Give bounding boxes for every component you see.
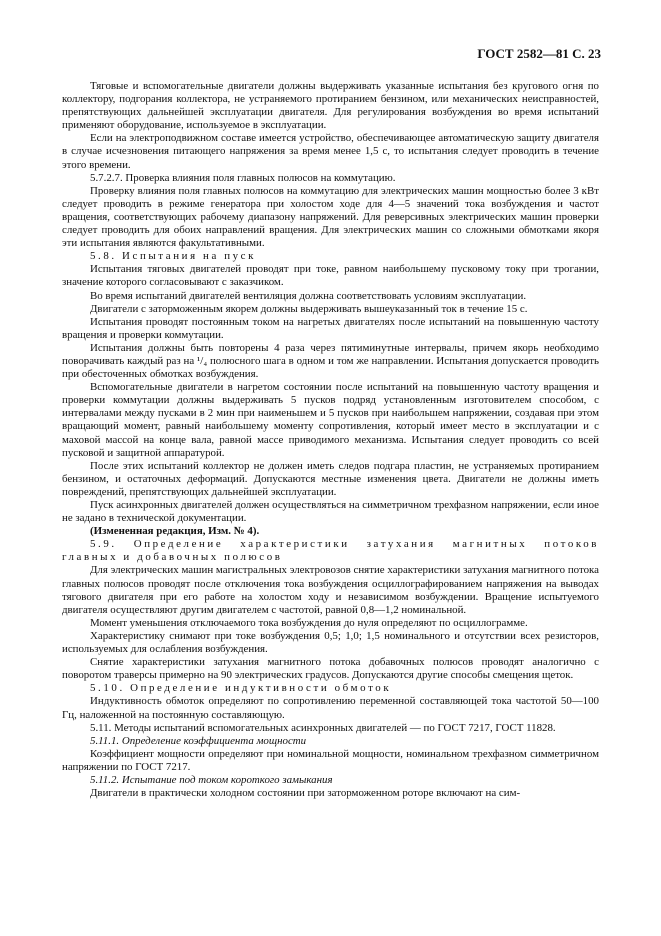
paragraph: Момент уменьшения отключаемого тока возбуждения до нуля определяют по осциллограмме. [90, 616, 528, 629]
section-heading: 5.8. Испытания на пуск [90, 250, 256, 263]
paragraph: Во время испытаний двигателей вентиляция должна соответствовать условиям эксплуатации. [90, 289, 527, 302]
amendment-note: (Измененная редакция, Изм. № 4). [90, 525, 260, 538]
paragraph: Для электрических машин магистральных электровозов снятие характеристики затухания магнитного потока главных полюсов проводят после отключения тока возбуждения осциллографированием напряжения на выводах тягового двигателя при его работе на холостом ходу и независимом возбуждении. Вращение испытуемого двигателя осуществляют другим двигателем с частотой, равной 0,8—1,2 номинальной. [62, 564, 599, 616]
paragraph: Если на электроподвижном составе имеется устройство, обеспечивающее автоматическую защиту двигателя в случае исчезновения питающего напряжения за время менее 1,5 с, то испытания следует проводить в течение этого времени. [62, 132, 599, 171]
subsection-heading: 5.11.2. Испытание под током короткого замыкания [90, 773, 333, 786]
paragraph: Пуск асинхронных двигателей должен осуществляться на симметричном трехфазном напряжении, если иное не задано в технической документации. [62, 499, 599, 525]
subsection-heading: 5.11.1. Определение коэффициента мощности [90, 734, 307, 747]
paragraph: Двигатели в практически холодном состоянии при заторможенном роторе включают на сим- [90, 787, 521, 800]
paragraph: Испытания должны быть повторены 4 раза через пятиминутные интервалы, причем якорь необходимо поворачивать каждый раз на ¹/₄ полюсного шага в одном и том же направлении. Испытания допускается проводить при обесточенных обмотках возбуждения. [62, 341, 599, 381]
paragraph: Тяговые и вспомогательные двигатели должны выдерживать указанные испытания без кругового огня по коллектору, подгорания коллектора, не устраняемого протиранием бензином, или механических неисправностей, препятствующих дальнейшей эксплуатации двигателя. Для регулирования возбуждения во время испытаний применяют оборудование, используемое в эксплуатации. [62, 80, 599, 132]
section-heading: 5.10. Определение индуктивности обмоток [90, 682, 392, 695]
section-heading: 5.7.2.7. Проверка влияния поля главных полюсов на коммутацию. [90, 171, 396, 184]
page-body [62, 80, 599, 800]
page-header: ГОСТ 2582—81 С. 23 [477, 46, 601, 61]
paragraph: Характеристику снимают при токе возбуждения 0,5; 1,0; 1,5 номинального и отсутствии всех резисторов, используемых для ослабления возбуждения. [62, 629, 599, 656]
paragraph: Проверку влияния поля главных полюсов на коммутацию для электрических машин мощностью более 3 кВт следует проводить в режиме генератора при холостом ходе для 4—5 значений тока возбуждения и частот вращения, соответствующих рабочему диапазону напряжений. Для реверсивных электрических машин проверки следует проводить для обоих направлений вращения. Для электрических машин со сложными обмотками якоря эти испытания являются факультативными. [62, 184, 599, 250]
section-heading: 5.9. Определение характеристики затухания магнитных потоков главных и добавочных полюсов [62, 538, 599, 564]
paragraph: Испытания проводят постоянным током на нагретых двигателях после испытаний на повышенную частоту вращения и проверки коммутации. [62, 315, 599, 341]
paragraph: Двигатели с заторможенным якорем должны выдерживать вышеуказанный ток в течение 15 с. [90, 302, 528, 315]
paragraph: Испытания тяговых двигателей проводят при токе, равном наибольшему пусковому току при трогании, значение которого согласовывают с заказчиком. [62, 263, 599, 289]
paragraph: Коэффициент мощности определяют при номинальной мощности, номинальном трехфазном симметричном напряжении по ГОСТ 7217. [62, 747, 599, 773]
paragraph: Индуктивность обмоток определяют по сопротивлению переменной составляющей тока частотой 50—100 Гц, наложенной на постоянную составляющую. [62, 695, 599, 721]
paragraph: Вспомогательные двигатели в нагретом состоянии после испытаний на повышенную частоту вращения и проверки коммутации должны выдерживать 5 пусков подряд установленным изготовителем способом, с интервалами между пусками в 2 мин при наименьшем и 5 пусков при наибольшем напряжении, создавая при этом вращающий момент, равный наибольшему моменту сопротивления, который имеет место в эксплуатации и с маховой массой на конце вала, равной массе приводимого механизма. Испытания следует проводить со всей пусковой и защитной аппаратурой. [62, 381, 599, 459]
paragraph: После этих испытаний коллектор не должен иметь следов подгара пластин, не устраняемых протиранием бензином, и остаточных деформаций. Допускаются местные изменения цвета. Двигатели не должны иметь повреждений, препятствующих дальнейшей эксплуатации. [62, 459, 599, 498]
paragraph: 5.11. Методы испытаний вспомогательных асинхронных двигателей — по ГОСТ 7217, ГОСТ 11828. [90, 721, 556, 734]
paragraph: Снятие характеристики затухания магнитного потока добавочных полюсов проводят аналогично с поворотом траверсы примерно на 90 электрических градусов. Допускаются другие способы смещения щеток. [62, 656, 599, 682]
